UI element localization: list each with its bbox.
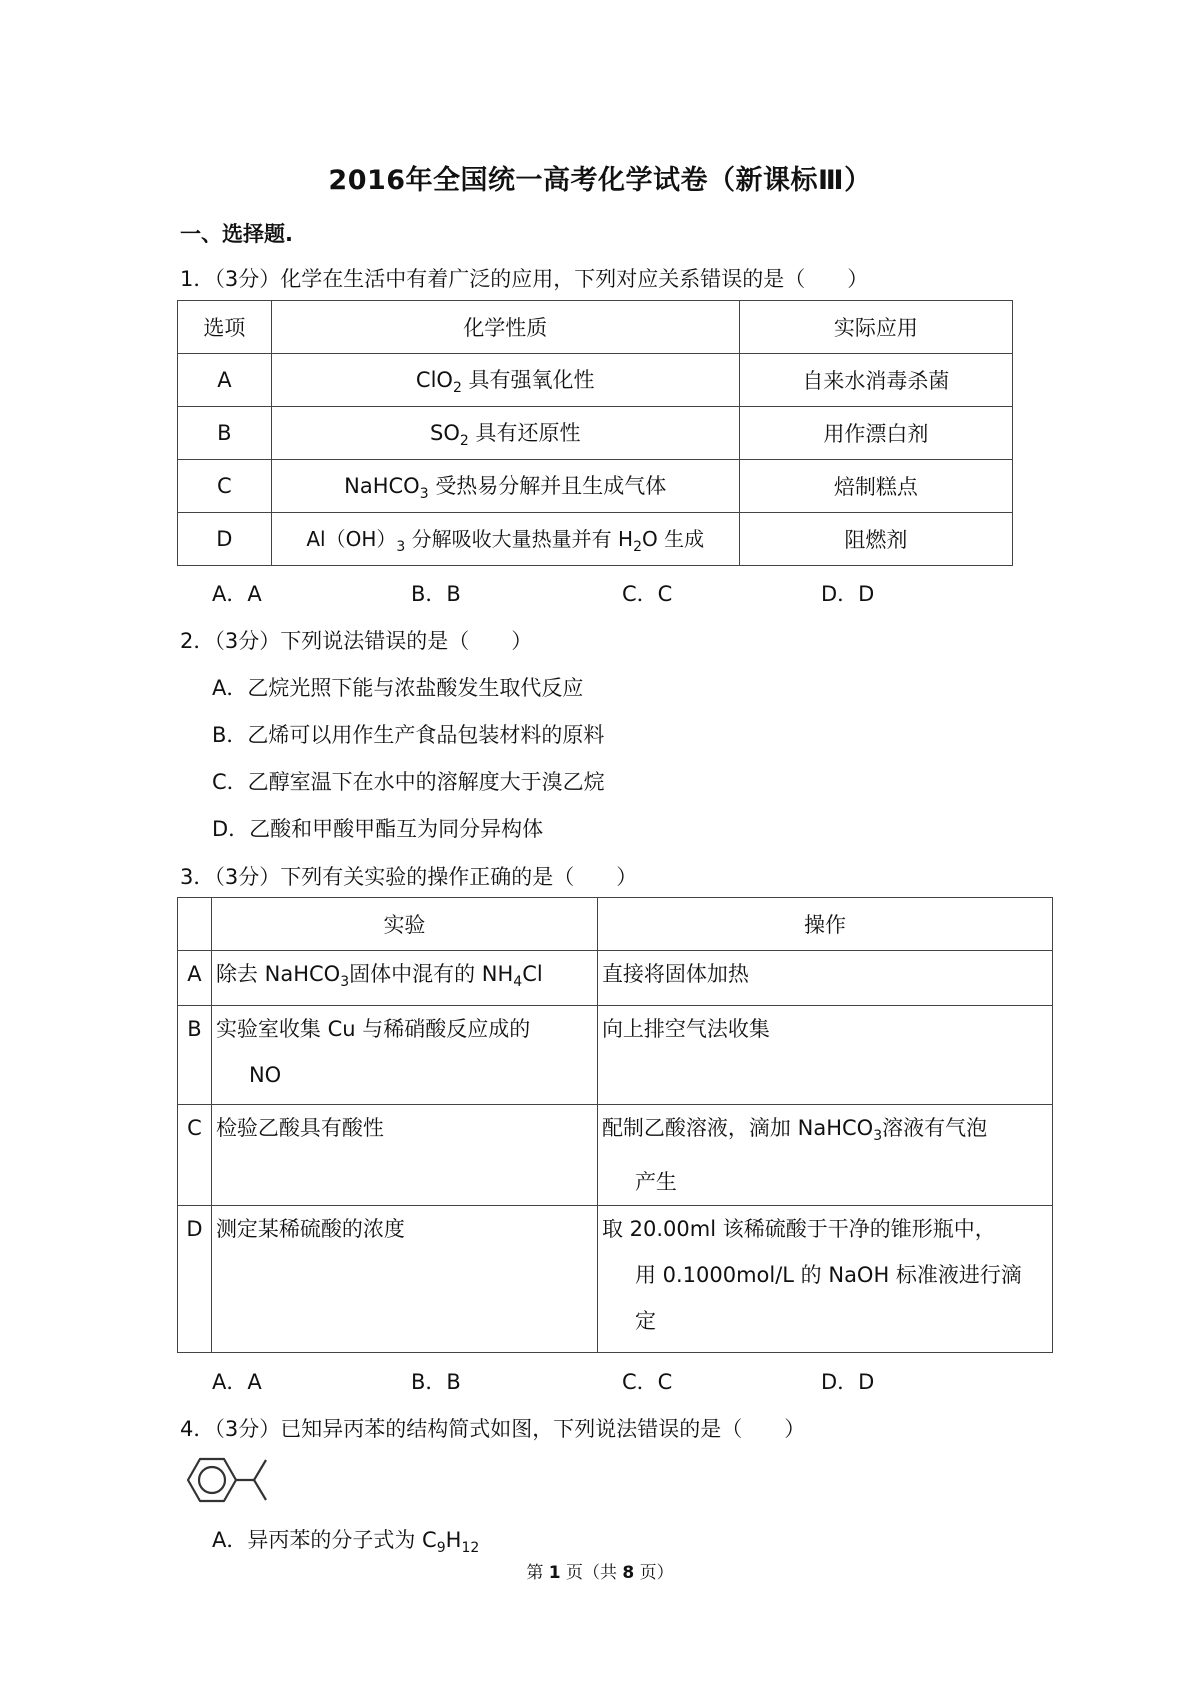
q1-row-application: 焙制糕点 <box>739 460 1012 513</box>
q1-row-application: 自来水消毒杀菌 <box>739 354 1012 407</box>
q1-row-label: A <box>178 354 272 407</box>
q3-row-experiment: 除去 NaHCO$_3$固体中混有的 $NH_4Cl$ <box>211 951 597 1006</box>
benzene-ring <box>188 1459 236 1501</box>
q3-header-blank <box>178 898 212 951</box>
q2-option-a: A．乙烷光照下能与浓盐酸发生取代反应 <box>212 676 584 700</box>
q3-row-d <box>178 1206 1053 1353</box>
q1-header-application: 实际应用 <box>739 301 1012 354</box>
q1-row-a <box>178 354 1013 407</box>
q3-row-operation: 取 20.00ml 该稀硫酸于干净的锥形瓶中， 用 0.1000mol/L 的 NaOH 标准液进行滴 定 <box>597 1206 1052 1353</box>
q4-stem: 4．（3分）已知异丙苯的结构简式如图，下列说法错误的是（ ） <box>180 1417 806 1441</box>
q1-row-property: $SO_2$ 具有还原性 <box>271 407 739 460</box>
methyl-bond-lower <box>254 1480 266 1500</box>
section-heading: 一、选择题. <box>180 222 293 246</box>
q1-row-property: NaHCO$_3$ 受热易分解并且生成气体 <box>271 460 739 513</box>
q3-row-experiment: 测定某稀硫酸的浓度 <box>211 1206 597 1353</box>
q1-option-b: B．B <box>411 582 461 606</box>
q2-option-c: C．乙醇室温下在水中的溶解度大于溴乙烷 <box>212 770 605 794</box>
q2-option-d: D．乙酸和甲酸甲酯互为同分异构体 <box>212 817 544 841</box>
q3-row-experiment: 检验乙酸具有酸性 <box>211 1105 597 1206</box>
q2-stem: 2．（3分）下列说法错误的是（ ） <box>180 629 533 653</box>
q3-row-b <box>178 1006 1053 1105</box>
q1-row-label: C <box>178 460 272 513</box>
q3-header-operation: 操作 <box>597 898 1052 951</box>
q3-table <box>177 897 1053 1353</box>
q1-row-d <box>178 513 1013 566</box>
q1-row-label: D <box>178 513 272 566</box>
q4-option-a: A．异丙苯的分子式为 $C_9H_{12}$ <box>212 1528 480 1557</box>
q3-header-experiment: 实验 <box>211 898 597 951</box>
q1-row-property: ClO$_2$ 具有强氧化性 <box>271 354 739 407</box>
aromatic-circle <box>199 1467 225 1493</box>
q3-option-a: A．A <box>212 1370 262 1394</box>
q1-header-option: 选项 <box>178 301 272 354</box>
q3-row-label: C <box>178 1105 212 1206</box>
q1-row-b <box>178 407 1013 460</box>
q3-row-operation: 向上排空气法收集 <box>597 1006 1052 1105</box>
q1-option-d: D．D <box>821 582 875 606</box>
q1-row-application: 阻燃剂 <box>739 513 1012 566</box>
q3-row-experiment: 实验室收集 Cu 与稀硝酸反应成的 NO <box>211 1006 597 1105</box>
page-footer: 第 1 页（共 8 页） <box>526 1563 674 1583</box>
q2-option-b: B．乙烯可以用作生产食品包装材料的原料 <box>212 723 605 747</box>
total-pages: 8 <box>622 1563 635 1583</box>
isopropylbenzene-structure-image <box>178 1452 274 1508</box>
q3-row-operation: 直接将固体加热 <box>597 951 1052 1006</box>
q3-option-c: C．C <box>622 1370 673 1394</box>
q3-row-a <box>178 951 1053 1006</box>
q1-header-property: 化学性质 <box>271 301 739 354</box>
q1-stem: 1．（3分）化学在生活中有着广泛的应用，下列对应关系错误的是（ ） <box>180 267 869 291</box>
q3-header-row <box>178 898 1053 951</box>
q3-row-label: B <box>178 1006 212 1105</box>
q3-row-operation: 配制乙酸溶液，滴加 NaHCO$_3$溶液有气泡 产生 <box>597 1105 1052 1206</box>
q1-option-c: C．C <box>622 582 673 606</box>
q1-header-row <box>178 301 1013 354</box>
q1-option-a: A．A <box>212 582 262 606</box>
q1-row-application: 用作漂白剂 <box>739 407 1012 460</box>
q1-row-c <box>178 460 1013 513</box>
current-page-number: 1 <box>548 1563 561 1583</box>
q3-row-c <box>178 1105 1053 1206</box>
q1-row-property: $Al(OH)_3$ 分解吸收大量热量并有 $H_2O$ 生成 <box>271 513 739 566</box>
q3-row-label: A <box>178 951 212 1006</box>
methyl-bond-upper <box>254 1460 266 1480</box>
q1-table <box>177 300 1013 566</box>
q1-row-label: B <box>178 407 272 460</box>
q3-option-d: D．D <box>821 1370 875 1394</box>
q3-stem: 3．（3分）下列有关实验的操作正确的是（ ） <box>180 865 638 889</box>
page-title: 2016年全国统一高考化学试卷（新课标Ⅲ） <box>328 165 872 196</box>
q3-option-b: B．B <box>411 1370 461 1394</box>
q3-row-label: D <box>178 1206 212 1353</box>
